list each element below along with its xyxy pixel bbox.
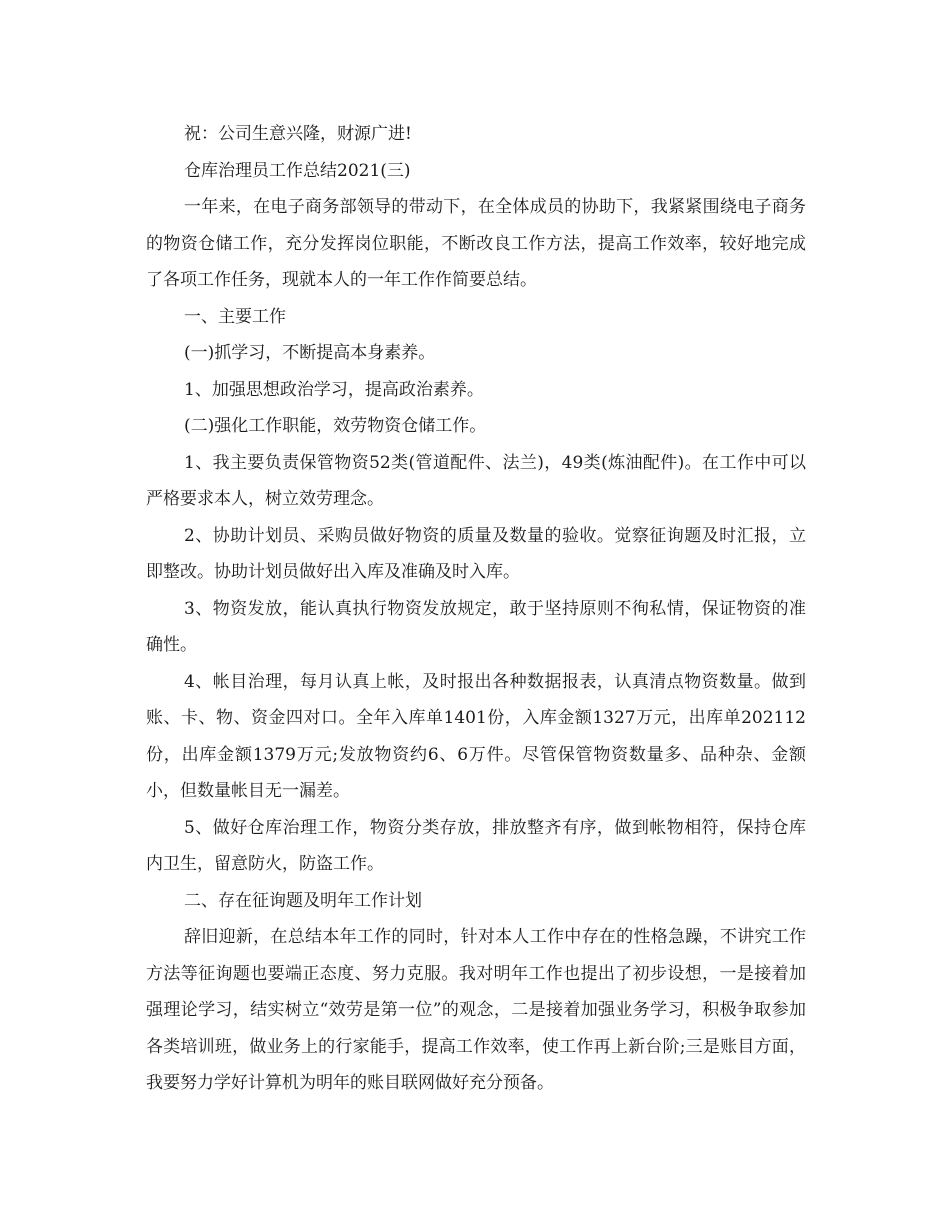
list-item-6: 5、做好仓库治理工作，物资分类存放，排放整齐有序，做到帐物相符，保持仓库内卫生，留意防火，防盗工作。 xyxy=(146,817,806,874)
section-heading-problems: 二、存在征询题及明年工作计划 xyxy=(184,890,422,911)
list-item-2: 1、我主要负责保管物资52类(管道配件、法兰)，49类(炼油配件)。在工作中可以严格要求本人，树立效劳理念。 xyxy=(146,452,806,509)
greeting-line: 祝：公司生意兴隆，财源广进! xyxy=(184,124,412,144)
section-heading-main-work: 一、主要工作 xyxy=(184,306,286,327)
list-item-4: 3、物资发放，能认真执行物资发放规定，敢于坚持原则不徇私情，保证物资的准确性。 xyxy=(146,598,806,655)
closing-paragraph: 辞旧迎新，在总结本年工作的同时，针对本人工作中存在的性格急躁，不讲究工作方法等征询题也要端正态度、努力克服。我对明年工作也提出了初步设想，一是接着加强理论学习，结实树立“效劳是第一位”的观念，二是接着加强业务学习，积极争取参加各类培训班，做业务上的行家能手，提高工作效率，使工作再上新台阶;三是账目方面，我要努力学好计算机为明年的账目联网做好充分预备。 xyxy=(146,927,806,1093)
intro-paragraph: 一年来，在电子商务部领导的带动下，在全体成员的协助下，我紧紧围绕电子商务的物资仓储工作，充分发挥岗位职能，不断改良工作方法，提高工作效率，较好地完成了各项工作任务，现就本人的一年工作作简要总结。 xyxy=(146,197,806,290)
list-item-5: 4、帐目治理，每月认真上帐，及时报出各种数据报表，认真清点物资数量。做到账、卡、物、资金四对口。全年入库单1401份，入库金额1327万元，出库单202112份，出库金额1379万元;发放物资约6、6万件。尽管保管物资数量多、品种杂、金额小，但数量帐目无一漏差。 xyxy=(146,671,806,801)
document-body xyxy=(146,116,806,1102)
subsection-heading-study: (一)抓学习，不断提高本身素养。 xyxy=(184,343,436,363)
subsection-heading-function: (二)强化工作职能，效劳物资仓储工作。 xyxy=(184,416,487,436)
list-item-1: 1、加强思想政治学习，提高政治素养。 xyxy=(184,379,484,400)
document-title: 仓库治理员工作总结2021(三) xyxy=(184,160,411,181)
list-item-3: 2、协助计划员、采购员做好物资的质量及数量的验收。觉察征询题及时汇报，立即整改。协助计划员做好出入库及准确及时入库。 xyxy=(146,525,806,582)
